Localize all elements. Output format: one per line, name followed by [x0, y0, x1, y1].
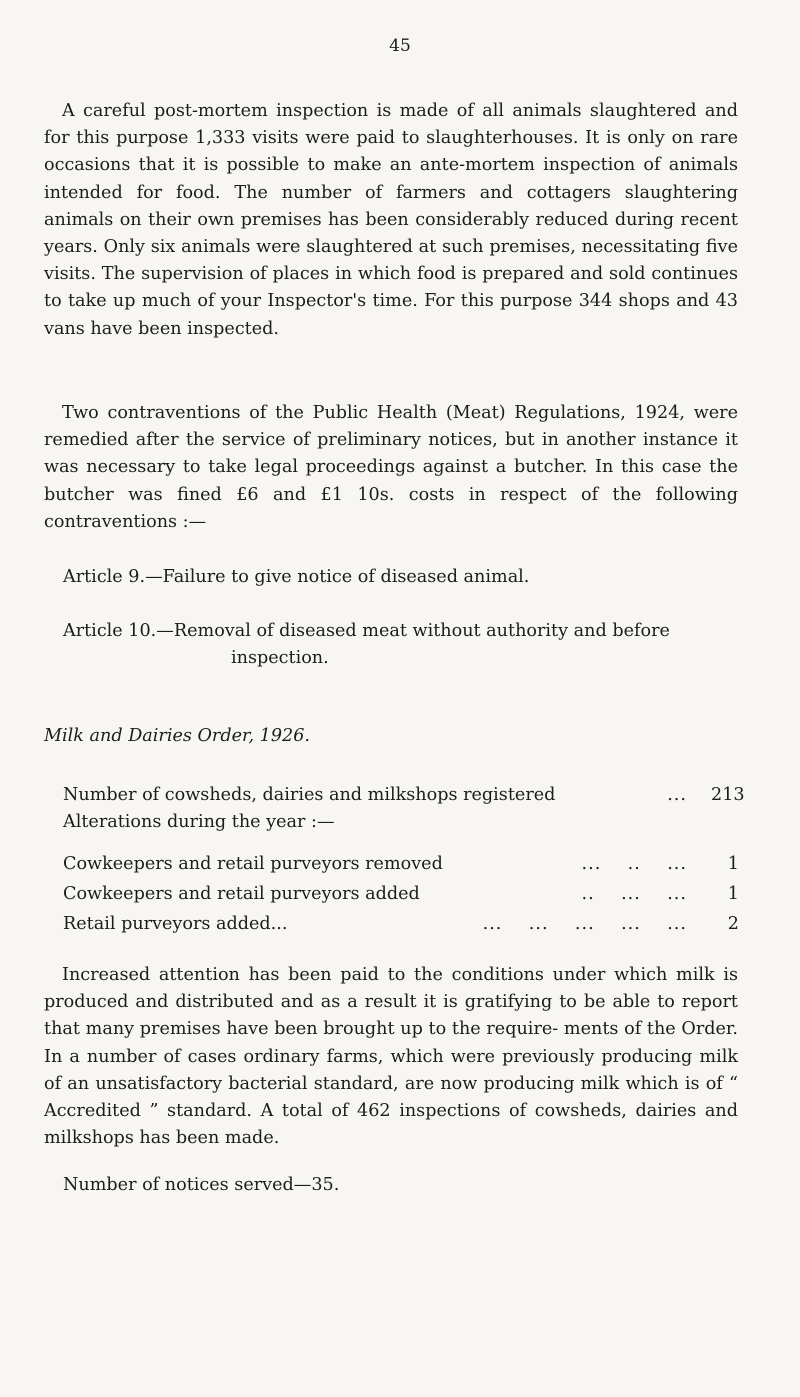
paragraph-meat-regulations — [44, 400, 738, 536]
registered-row — [63, 782, 745, 809]
row-value: 1 — [727, 884, 739, 904]
row-value: 1 — [727, 854, 739, 874]
row-label: Number of cowsheds, dairies and milkshops registered — [63, 785, 556, 805]
row-value: 2 — [727, 914, 739, 934]
notices-served: Number of notices served—35. — [63, 1175, 340, 1195]
row-leader-dots: ... ... ... ... ... — [482, 914, 687, 934]
alteration-row — [63, 881, 739, 908]
row-label: Retail purveyors added... — [63, 914, 288, 934]
section-title: Milk and Dairies Order, 1926. — [44, 726, 311, 746]
row-value: 213 — [711, 785, 745, 805]
paragraph-slaughter-inspection — [44, 98, 738, 343]
row-label: Cowkeepers and retail purveyors added — [63, 884, 420, 904]
page-number: 45 — [389, 36, 411, 56]
article-text: Article 10.—Removal of diseased meat without authority and before — [63, 621, 670, 641]
alteration-row — [63, 851, 739, 878]
article-text-continued: inspection. — [231, 648, 329, 669]
article-text: Article 9.—Failure to give notice of diseased animal. — [63, 567, 530, 587]
paragraph-text: Two contraventions of the Public Health (Meat) Regulations, 1924, were remedied after the service of preliminary notices, but in another instance it was necessary to take legal proceedings against a butcher. In this case the butcher was fined £6 and £1 10s. costs in respect of the following contraventions :— — [44, 403, 738, 532]
row-leader-dots: .. ... ... — [581, 884, 687, 904]
row-leader-dots: ... .. ... — [581, 854, 687, 874]
paragraph-milk-conditions — [44, 962, 738, 1152]
paragraph-text: Increased attention has been paid to the conditions under which milk is produced and distributed and as a result it is gratifying to be able to report that many premises have been brought up to the require- ments of the Order. In a number of cases ordinary farms, which were previously producing milk of an unsatisfactory bacterial standard, are now producing milk which is of “ Accredited ” standard. A total of 462 inspections of cowsheds, dairies and milkshops has been made. — [44, 965, 738, 1149]
article-item — [63, 564, 739, 591]
alteration-row — [63, 911, 739, 938]
article-item — [63, 618, 739, 672]
alterations-label: Alterations during the year :— — [63, 812, 335, 832]
row-label: Cowkeepers and retail purveyors removed — [63, 854, 443, 874]
row-leader-dots: ... — [667, 785, 687, 805]
paragraph-text: A careful post-mortem inspection is made of all animals slaughtered and for this purpose 1,333 visits were paid to slaughterhouses. It is only on rare occasions that it is possible to make an ante-mortem inspection of animals intended for food. The number of farmers and cottagers slaughtering animals on their own premises has been considerably reduced during recent years. Only six animals were slaughtered at such premises, necessitating five visits. The supervision of places in which food is prepared and sold continues to take up much of your Inspector's time. For this purpose 344 shops and 43 vans have been inspected. — [44, 101, 738, 339]
